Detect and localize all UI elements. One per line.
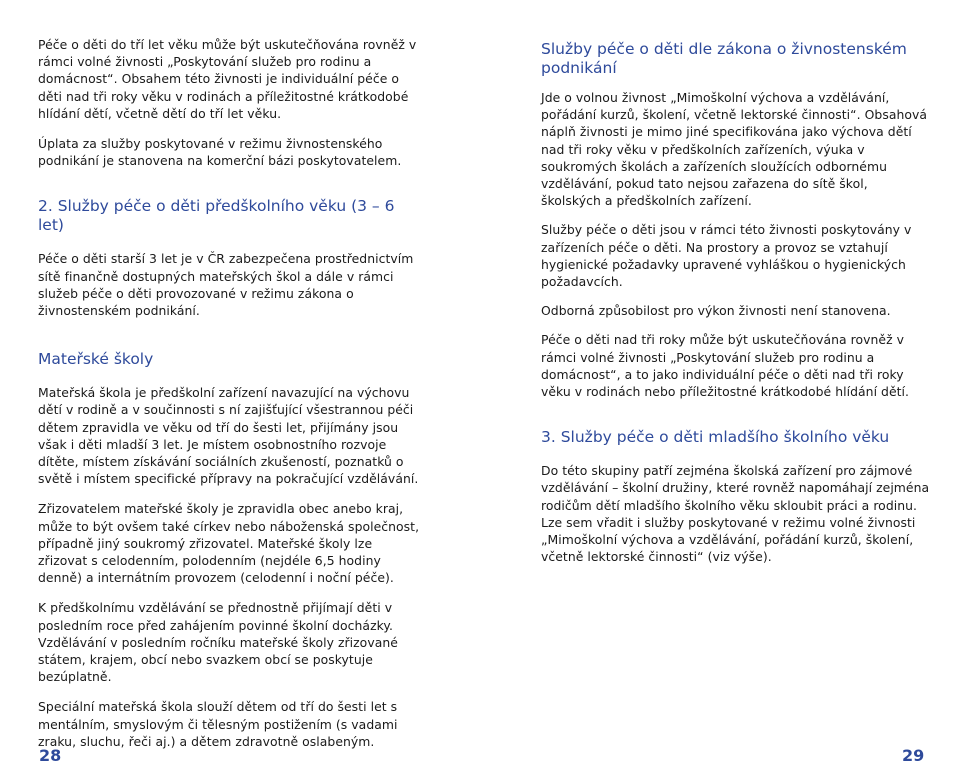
paragraph-section-2: Péče o děti starší 3 let je v ČR zabezpečena prostřednictvím sítě finančně dostupných mateřských škol a dále v rámci služeb péče o děti provozované v režimu zákona o živnostenském podnikání. <box>38 251 414 319</box>
right-column <box>541 40 931 577</box>
heading-section-2: 2. Služby péče o děti předškolního věku (3 – 6 let) <box>38 197 395 235</box>
paragraph-intro: Péče o děti do tří let věku může být uskutečňována rovněž v rámci volné živnosti „Poskytování služeb pro rodinu a domácnost“. Obsahem této živnosti je individuální péče o děti nad tři roky věku v rodinách a příležitostné krátkodobé hlídání dětí, včetně dětí do tří let věku. <box>38 37 417 121</box>
paragraph-section-3: Do této skupiny patří zejména školská zařízení pro zájmové vzdělávání – školní družiny, které rovněž napomáhají zejména rodičům dětí mladšího školního věku skloubit práci a rodinu. Lze sem vřadit i služby poskytované v režimu volné živnosti „Mimoškolní výchova a vzdělávání, pořádání kurzů, školení, včetně lektorské činnosti“ (viz výše). <box>541 463 930 565</box>
paragraph-trade-2: Služby péče o děti jsou v rámci této živnosti poskytovány v zařízeních péče o děti. Na prostory a provoz se vztahují hygienické požadavky upravené vyhláškou o hygienických požadavcích. <box>541 222 912 290</box>
page-number-left: 28 <box>39 746 62 765</box>
paragraph-ms-founder: Zřizovatelem mateřské školy je zpravidla obec anebo kraj, může to být ovšem také církev nebo náboženská společnost, případně jiný soukromý zřizovatel. Mateřské školy lze zřizovat s celodenním, polodenním (nejdéle 6,5 hodiny denně) a internátním provozem (celodenní i noční péče). <box>38 501 420 586</box>
paragraph-trade-4: Péče o děti nad tři roky může být uskutečňována rovněž v rámci volné živnosti „Poskytování služeb pro rodinu a domácnost“, a to jako individuální péče o děti nad tři roky věku v rodinách nebo příležitostné krátkodobé hlídání dětí. <box>541 332 910 400</box>
paragraph-trade-1: Jde o volnou živnost „Mimoškolní výchova a vzdělávání, pořádání kurzů, školení, včetně lektorské činnosti“. Obsahová náplň živnosti je mimo jiné specifikována jako výchova dětí nad tři roky věku v předškolních zařízeních, výuka v soukromých školách a zařízeních sloužících odbornému vzdělávání, pokud tato nejsou zařazena do sítě škol, školských a předškolních zařízení. <box>541 90 928 209</box>
left-column <box>38 36 422 763</box>
heading-materske-skoly: Mateřské školy <box>38 350 154 369</box>
heading-trade-services: Služby péče o děti dle zákona o živnostenském podnikání <box>541 40 907 77</box>
paragraph-payment: Úplata za služby poskytované v režimu živnostenského podnikání je stanovena na komerční bázi poskytovatelem. <box>38 136 402 169</box>
paragraph-trade-3: Odborná způsobilost pro výkon živnosti není stanovena. <box>541 303 891 319</box>
paragraph-ms-definition: Mateřská škola je předškolní zařízení navazující na výchovu dětí v rodině a v součinnosti s ní zajišťující všestrannou péči dětem zpravidla ve věku od tří do šesti let, přijímány jsou však i děti mladší 3 let. Je místem osobnostního rozvoje dítěte, místem získávání sociálních zkušeností, poznatků o světě i místem specifické přípravy na pokračující vzdělávání. <box>38 385 419 487</box>
paragraph-ms-special: Speciální mateřská škola slouží dětem od tří do šesti let s mentálním, smyslovým či tělesným postižením (s vadami zraku, sluchu, řeči aj.) a dětem zdravotně oslabeným. <box>38 699 398 749</box>
paragraph-ms-admission: K předškolnímu vzdělávání se přednostně přijímají děti v posledním roce před zahájením povinné školní docházky. Vzdělávání v posledním ročníku mateřské školy zřizované státem, krajem, obcí nebo svazkem obcí se poskytuje bezúplatně. <box>38 600 398 685</box>
heading-section-3: 3. Služby péče o děti mladšího školního věku <box>541 428 890 447</box>
page-number-right: 29 <box>902 746 925 765</box>
